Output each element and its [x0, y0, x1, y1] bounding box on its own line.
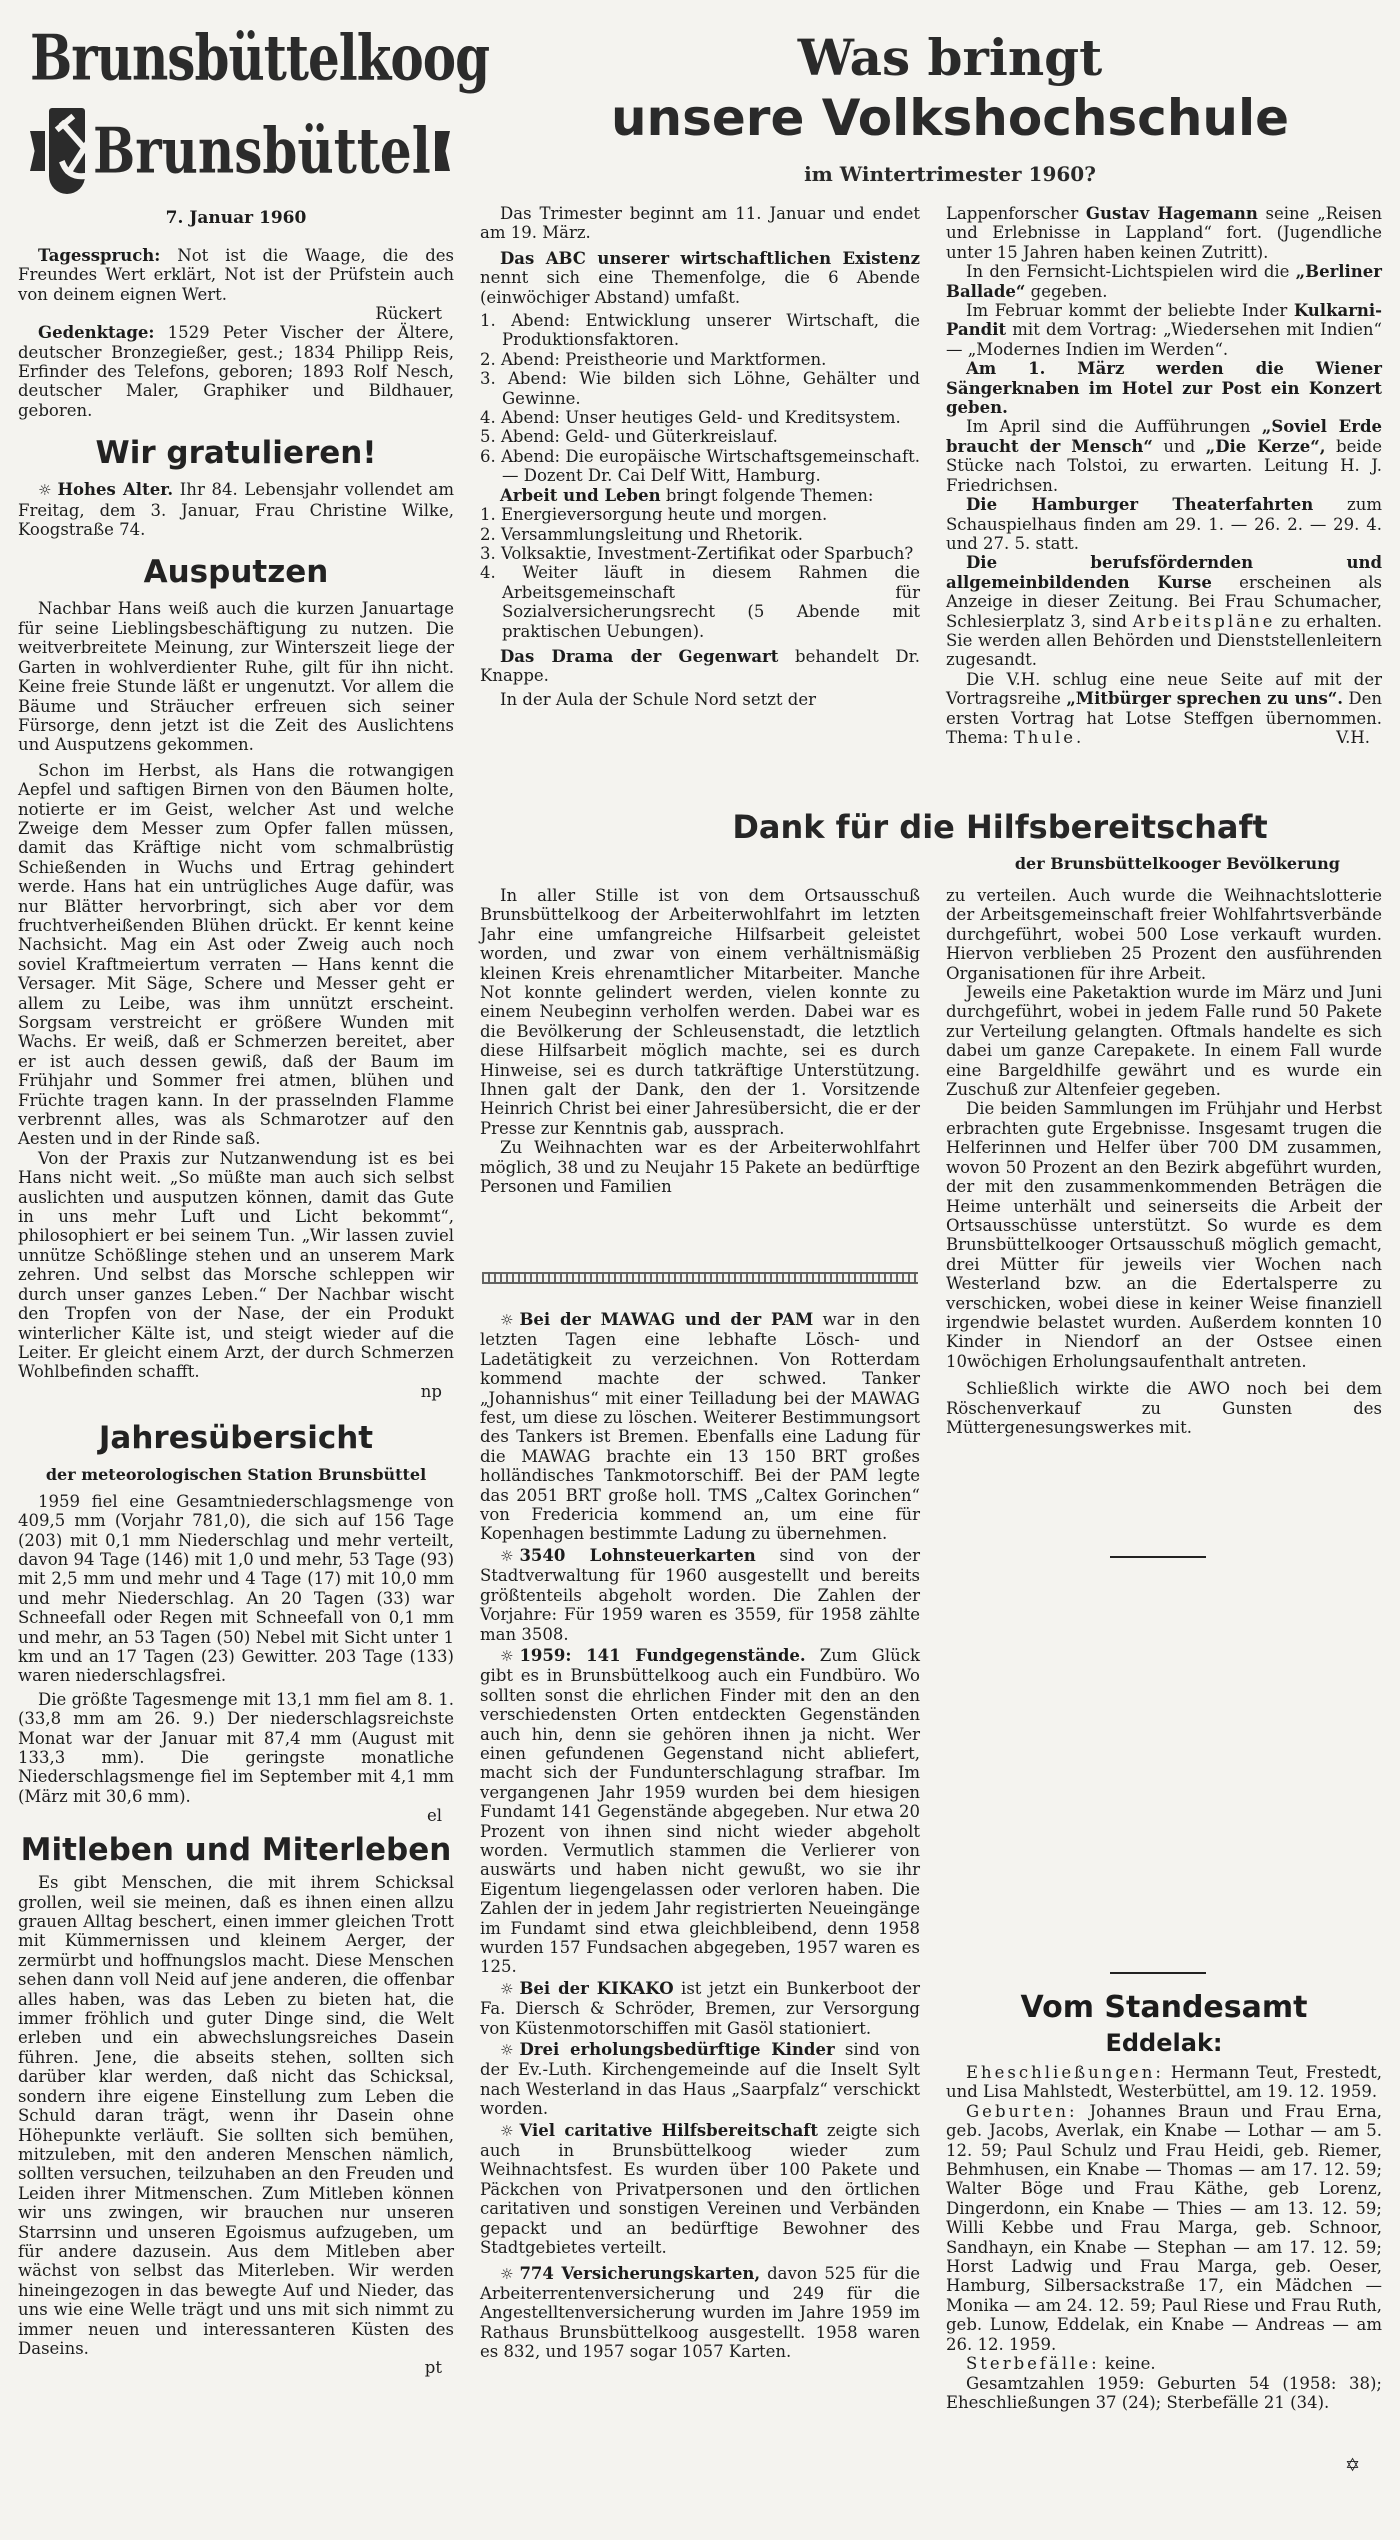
- star-bullet-icon: ☼: [500, 2264, 514, 2283]
- ausputzen-paragraph: Schon im Herbst, als Hans die rotwangigen Aepfel und saftigen Birnen von den Bäumen holte, notierte er im Geist, welcher Ast und welche Zweige dem Messer zum Opfer fallen müssen, damit das Kräftige nicht vom schmalbrüstig Schießenden in Wuchs und Ertrag gehindert werde. Hans hat ein untrügliches Auge dafür, was nur Blätter hervorbringt, sich aber vor dem fruchtverheißenden Blühen drückt. Er kennt keine Nachsicht. Mag ein Ast oder Zweig auch noch soviel Kraftmeiertum verraten — Hans kennt die Versager. Mit Säge, Schere und Messer geht er allem zu Leibe, was ihm unnützt erscheint. Sorgsam verstreicht er größere Wunden mit Wachs. Er weiß, daß er Schmerzen bereitet, aber er ist auch dessen gewiß, daß der Baum im Frühjahr und Sommer frei atmen, blühen und Früchte tragen kann. In der prasselnden Flamme verbrennt alles, was als Schmarotzer auf den Aesten und in der Rinde saß.: [18, 760, 454, 1149]
- dank-column-2: [946, 886, 1382, 1437]
- dank-paragraph: Zu Weihnachten war es der Arbeiterwohlfahrt möglich, 38 und zu Neujahr 15 Pakete an bedürftige Personen und Familien: [480, 1138, 920, 1197]
- list-item: 4. Weiter läuft in diesem Rahmen die Arbeitsgemeinschaft für Sozialversicherungsrecht (5 Abende mit praktischen Uebungen).: [480, 563, 920, 641]
- star-bullet-icon: ☼: [38, 481, 52, 500]
- vhs-arbeit: Arbeit und Leben bringt folgende Themen:: [500, 485, 874, 505]
- vhs-aula: In der Aula der Schule Nord setzt der: [500, 689, 817, 709]
- jahresuebersicht-paragraph: 1959 fiel eine Gesamtniederschlagsmenge von 409,5 mm (Vorjahr 781,0), die sich auf 156 Tage (203) mit 0,1 mm Niederschlag und mehr verteilt, davon 94 Tage (146) mit 1,0 und mehr, 53 Tage (93) mit 2,5 mm und mehr und 4 Tage (17) mit 10,0 mm und mehr Niederschlag. An 20 Tagen (33) war Schneefall oder Regen mit Schneefall von 0,1 mm und mehr, an 53 Tagen (50) Nebel mit Sicht unter 1 km und an 17 Tagen (23) Gewitter. 203 Tage (133) waren niederschlagsfrei.: [18, 1491, 454, 1686]
- dank-subtitle: der Brunsbüttelkooger Bevölkerung: [1014, 854, 1340, 873]
- vhs-title-line2: unsere Volkshochschule: [610, 89, 1290, 147]
- ausputzen-author: np: [420, 1381, 442, 1401]
- divider: [1110, 1972, 1206, 1974]
- dank-paragraph: Jeweils eine Paketaktion wurde im März und Juni durchgeführt, wobei in jedem Falle rund 50 Pakete zur Verteilung gelangten. Oftmals handelte es sich dabei um ganze Carepakete. In einem Fall wurde eine Bargeldhilfe gewährt und es wurde ein Zuschuß zur Altenfeier gegeben.: [946, 983, 1382, 1100]
- tagesspruch-author: Rückert: [375, 304, 442, 324]
- ausputzen-paragraph: Von der Praxis zur Nutzanwendung ist es bei Hans nicht weit. „So müßte man auch sich selbst auslichten und ausputzen können, damit das Gute in uns mehr Luft und Licht bekommt“, philosophiert er bei seinem Tun. „Wir lassen zuviel unnütze Schößlinge stehen und an unserem Mark zehren. Und selbst das Morsche schleppen wir durch unser ganzes Leben.“ Der Nachbar wischt den Tropfen von der Nase, der ein Produkt winterlicher Kälte ist, und steigt wieder auf die Leiter. Er gleicht einem Arzt, der durch Schmerzen Wohlbefinden schafft.: [18, 1148, 454, 1382]
- vhs-p5: Im April sind die Aufführungen „Soviel Erde braucht der Mensch“ und „Die Kerze“, beide Stücke nach Tolstoi, zu erwarten. Leitung H. J. Friedrichsen.: [946, 417, 1382, 495]
- gratulieren-title: Wir gratulieren!: [95, 435, 377, 472]
- vhs-p3: Im Februar kommt der beliebte Inder Kulkarni-Pandit mit dem Vortrag: „Wiedersehen mit Indien“ — „Modernes Indien im Werden“.: [946, 301, 1382, 359]
- star-bullet-icon: ☼: [500, 2121, 514, 2140]
- ausputzen-paragraph: Nachbar Hans weiß auch die kurzen Januartage für seine Lieblingsbeschäftigung zu nutzen. Die weitverbreitete Meinung, zur Winterszeit liege der Garten in wohlverdienter Ruhe, gilt für ihn nicht. Keine freie Stunde läßt er ungenutzt. Vor allem die Bäume und Sträucher erfreuen sich seiner Fürsorge, denn jetzt ist die Zeit des Auslichtens und Ausputzens gekommen.: [18, 599, 454, 755]
- vhs-author: V.H.: [1336, 728, 1370, 748]
- jahresuebersicht-paragraph: Die größte Tagesmenge mit 13,1 mm fiel am 8. 1. (33,8 mm am 26. 9.) Der niederschlagsreichste Monat war der Januar mit 87,4 mm (August mit 133,3 mm). Die geringste monatliche Niederschlagsmenge fiel im September mit 4,1 mm (März mit 30,6 mm).: [18, 1689, 454, 1806]
- news-item: ☼ 3540 Lohnsteuerkarten sind von der Stadtverwaltung für 1960 ausgestellt und bereits größtenteils abgeholt worden. Die Zahlen der Vorjahre: Für 1959 waren es 3559, für 1958 zählte man 3508.: [480, 1545, 921, 1644]
- short-news: [480, 1310, 920, 2362]
- ausputzen-title: Ausputzen: [143, 554, 329, 591]
- vhs-column-2: [946, 204, 1382, 747]
- vhs-abc-list: [480, 311, 920, 486]
- news-item: ☼ 1959: 141 Fundgegenstände. Zum Glück gibt es in Brunsbüttelkoog auch ein Fundbüro. Wo sollten sonst die ehrlichen Finder mit den an den verschiedensten Orten entdeckten Gegenständen auch hin, denn sie gehören ihnen ja nicht. Wer einen gefundenen Gegenstand nicht abliefert, macht sich der Fundunterschlagung strafbar. Im vergangenen Jahr 1959 wurden bei dem hiesigen Fundamt 141 Gegenstände abgegeben. Nur etwa 20 Prozent von ihnen sind nicht wieder abgeholt worden. Vermutlich stammen die Verlierer von auswärts und haben nicht gewußt, wo sie ihr Eigentum liegengelassen oder verloren haben. Die Zahlen der in jedem Jahr registrierten Neueingänge im Fundamt sind etwa gleichbleibend, denn 1958 wurden 157 Fundsachen abgegeben, 1957 waren es 125.: [480, 1645, 920, 1977]
- news-item: ☼ 774 Versicherungskarten, davon 525 für die Arbeiterrentenversicherung und 249 für die Angestelltenversicherung wurden im Jahre 1959 im Rathaus Brunsbüttelkoog ausgestellt. 1958 waren es 832, und 1957 sogar 1057 Karten.: [480, 2263, 921, 2362]
- news-item: ☼ Viel caritative Hilfsbereitschaft zeigte sich auch in Brunsbüttelkoog wieder zum Weihnachtsfest. Es wurden über 100 Pakete und Päckchen von Privatpersonen und den örtlichen caritativen und sonstigen Vereinen und Verbänden gepackt und an bedürftige Bewohner des Stadtgebietes verteilt.: [480, 2120, 920, 2258]
- gesamtzahlen: Gesamtzahlen 1959: Geburten 54 (1958: 38); Eheschließungen 37 (24); Sterbefälle 21 (34).: [946, 2373, 1382, 2412]
- list-item: 3. Volksaktie, Investment-Zertifikat oder Sparbuch?: [480, 543, 914, 563]
- column-left: [18, 0, 490, 2378]
- vhs-p6: Die Hamburger Theaterfahrten zum Schauspielhaus finden am 29. 1. — 26. 2. — 29. 4. und 27. 5. statt.: [946, 495, 1382, 553]
- issue-date: 7. Januar 1960: [165, 208, 307, 228]
- dank-headline: [620, 808, 1380, 873]
- dank-paragraph: Die beiden Sammlungen im Frühjahr und Herbst erbrachten gute Ergebnisse. Insgesamt trugen die Helferinnen und Helfer über 700 DM zusammen, wovon 50 Prozent an den Bezirk abgeführt wurden, der mit den zusammenkommenden Beträgen die Heime unterhält und seinerseits die Arbeit der Ortsausschüsse unterstützt. So wurde es dem Brunsbüttelkooger Ortsausschuß möglich gemacht, drei Mütter für jeweils vier Wochen nach Westerland bzw. an die Edertalsperre zu verschicken, wobei diese in keiner Weise finanziell irgendwie belastet wurden. Außerdem konnten 10 Kinder in Niendorf an der Ostsee einen 10wöchigen Erholungsaufenthalt antreten.: [946, 1099, 1382, 1371]
- dank-paragraph: In aller Stille ist von dem Ortsausschuß Brunsbüttelkoog der Arbeiterwohlfahrt im letzten Jahr eine umfangreiche Hilfsarbeit geleistet worden, und zwar von einem verhältnismäßig kleinen Kreis ehrenamtlicher Mitarbeiter. Manche Not konnte gelindert werden, vielen konnte zu einem Neubeginn verholfen werden. Dabei war es die Bevölkerung der Schleusenstadt, die letztlich diese Hilfsarbeit möglich machte, sei es durch Hinweise, sei es durch tatkräftige Unterstützung. Ihnen galt der Dank, den der 1. Vorsitzende Heinrich Christ bei einer Jahresübersicht, die er der Presse zur Kenntnis gab, aussprach.: [480, 886, 920, 1138]
- list-item: 5. Abend: Geld- und Güterkreislauf.: [480, 427, 778, 447]
- gedenktage: Gedenktage: 1529 Peter Vischer der Ältere, deutscher Bronzegießer, gest.; 1834 Philipp Reis, Erfinder des Telefons, geboren; 1893 Rolf Nesch, deutscher Maler, Graphiker und Bildhauer, geboren.: [18, 323, 454, 420]
- vhs-abc: Das ABC unserer wirtschaftlichen Existenz nennt sich eine Themenfolge, die 6 Abende (einwöchiger Abstand) umfaßt.: [480, 248, 920, 307]
- masthead-line1: Brunsbüttelkoog: [30, 20, 490, 95]
- vhs-title-line1: Was bringt: [797, 28, 1103, 87]
- list-item: 3. Abend: Wie bilden sich Löhne, Gehälter und Gewinne.: [480, 369, 920, 408]
- dank-paragraph: Schließlich wirkte die AWO noch bei dem Röschenverkauf zu Gunsten des Müttergenesungswerkes mit.: [946, 1379, 1382, 1437]
- dank-title: Dank für die Hilfsbereitschaft: [732, 808, 1268, 846]
- mitleben-title: Mitleben und Miterleben: [20, 1832, 452, 1869]
- vhs-intro: Das Trimester beginnt am 11. Januar und endet am 19. März.: [480, 204, 920, 243]
- divider: [1110, 1556, 1206, 1558]
- mitleben-text: Es gibt Menschen, die mit ihrem Schicksal grollen, weil sie meinen, daß es ihnen einen allzu grauen Alltag beschert, einen immer gleichen Trott mit Kümmernissen und kleinem Aerger, der zermürbt und hoffnungslos macht. Diese Menschen sehen dann voll Neid auf jene anderen, die offenbar alles haben, was das Leben zu bieten hat, die immer fröhlich und guter Dinge sind, die Welt erleben und ein abwechslungsreiches Dasein führen. Jene, die abseits stehen, sollten sich darüber klar werden, daß nicht das Schicksal, sondern ihre eigene Einstellung zum Leben die Schuld daran trägt, wenn ihr Dasein ohne Höhepunkte verläuft. Sie sollten sich bemühen, mitzuleben, mit den anderen Menschen nämlich, sollten versuchen, teilzuhaben an den Freuden und Leiden ihrer Mitmenschen. Zum Mitleben können wir uns zwingen, wir brauchen nur unseren Starrsinn und unseren Egoismus aufzugeben, um für andere dazusein. Aus dem Mitleben aber wächst von selbst das Miterleben. Wir werden hineingezogen in das bewegte Auf und Nieder, das uns wie eine Welle trägt und uns mit sich nimmt zu immer neuen und interessanteren Küsten des Daseins.: [18, 1873, 454, 2358]
- sterbefaelle: Sterbefälle: keine.: [966, 2354, 1156, 2374]
- dank-column-1: [480, 886, 920, 1197]
- end-star-icon: ✡: [1345, 2455, 1361, 2476]
- standesamt-place: Eddelak:: [1105, 2029, 1223, 2057]
- news-item: ☼ Drei erholungsbedürftige Kinder sind von der Ev.-Luth. Kirchengemeinde auf die Inselt Sylt nach Westerland in das Haus „Saarpfalz“ verschickt worden.: [480, 2040, 921, 2119]
- vhs-p1: Lappenforscher Gustav Hagemann seine „Reisen und Erlebnisse in Lappland“ fort. (Jugendliche unter 15 Jahren haben keinen Zutritt).: [946, 204, 1382, 262]
- eheschliessungen: Eheschließungen: Hermann Teut, Frestedt, und Lisa Mahlstedt, Westerbüttel, am 19. 12. 1959.: [946, 2063, 1382, 2102]
- vhs-subtitle: im Wintertrimester 1960?: [804, 162, 1096, 186]
- news-item: ☼ Bei der MAWAG und der PAM war in den letzten Tagen eine lebhafte Lösch- und Ladetätigkeit zu verzeichnen. Von Rotterdam kommend machte der schwed. Tanker „Johannishus“ mit einer Teilladung bei der MAWAG fest, um diese zu löschen. Weiterer Bestimmungsort des Tankers ist Bremen. Ebenfalls eine Ladung für die MAWAG brachte ein 13 150 BRT großes holländisches Tankmotorschiff. Bei der PAM legte das 2051 BRT große holl. TMS „Caltex Gorinchen“ von Fredericia kommend an, um eine für Kopenhagen bestimmte Ladung zu übernehmen.: [480, 1310, 920, 1544]
- jahresuebersicht-title: Jahresübersicht: [98, 1419, 374, 1456]
- vhs-headline: [560, 28, 1340, 186]
- vhs-p7: Die berufsfördernden und allgemeinbildenden Kurse erscheinen als Anzeige in dieser Zeitung. Bei Frau Schumacher, Schlesierplatz 3, sind Arbeitspläne zu erhalten. Sie werden allen Behörden und Dienststellenleitern zugesandt.: [946, 553, 1382, 670]
- gratulieren-text: ☼ Hohes Alter. Ihr 84. Lebensjahr vollendet am Freitag, dem 3. Januar, Frau Christine Wilke, Koogstraße 74.: [18, 480, 454, 540]
- vhs-arbeit-list: [480, 505, 920, 641]
- vhs-drama: Das Drama der Gegenwart behandelt Dr. Knappe.: [480, 646, 920, 686]
- vhs-p4: Am 1. März werden die Wiener Sängerknaben im Hotel zur Post ein Konzert geben.: [946, 359, 1382, 418]
- jahresuebersicht-author: el: [426, 1806, 442, 1826]
- tagesspruch: Tagesspruch: Not ist die Waage, die des Freundes Wert erklärt, Not ist der Prüfstein auch von deinem eignen Wert.: [18, 246, 454, 304]
- vhs-column-1: [480, 204, 920, 709]
- list-item: 1. Abend: Entwicklung unserer Wirtschaft, die Produktionsfaktoren.: [480, 311, 920, 350]
- mitleben-author: pt: [424, 2358, 442, 2378]
- jahresuebersicht-subtitle: der meteorologischen Station Brunsbüttel: [45, 1464, 427, 1484]
- star-bullet-icon: ☼: [500, 2041, 514, 2060]
- star-bullet-icon: ☼: [500, 1311, 514, 1329]
- star-bullet-icon: ☼: [500, 1646, 514, 1665]
- dank-paragraph: zu verteilen. Auch wurde die Weihnachtslotterie der Arbeitsgemeinschaft freier Wohlfahrtsverbände durchgeführt, wobei 500 Lose verkauft wurden. Hiervon verblieben 25 Prozent den ausführenden Organisationen für ihre Arbeit.: [946, 886, 1382, 983]
- list-item: 6. Abend: Die europäische Wirtschaftsgemeinschaft. — Dozent Dr. Cai Delf Witt, Hamburg.: [480, 446, 920, 486]
- list-item: 2. Versammlungsleitung und Rhetorik.: [480, 524, 804, 544]
- vhs-p2: In den Fernsicht-Lichtspielen wird die „Berliner Ballade“ gegeben.: [946, 262, 1382, 301]
- list-item: 2. Abend: Preistheorie und Marktformen.: [480, 349, 827, 369]
- standesamt-title: Vom Standesamt: [1020, 1990, 1308, 2025]
- star-bullet-icon: ☼: [500, 1979, 514, 1998]
- news-item: ☼ Bei der KIKAKO ist jetzt ein Bunkerboot der Fa. Diersch & Schröder, Bremen, zur Versorgung von Küstenmotorschiffen mit Gasöl stationiert.: [480, 1978, 920, 2038]
- standesamt: [946, 1990, 1382, 2412]
- vhs-p8: Die V.H. schlug eine neue Seite auf mit der Vortragsreihe „Mitbürger sprechen zu uns“. Den ersten Vortrag hat Lotse Steffgen übernommen. Thema: Thule.: [946, 669, 1382, 747]
- star-bullet-icon: ☼: [500, 1546, 514, 1565]
- geburten: Geburten: Johannes Braun und Frau Erna, geb. Jacobs, Averlak, ein Knabe — Lothar — am 5. 12. 59; Paul Schulz und Frau Heidi, geb. Riemer, Behmhusen, ein Knabe — Thomas — am 17. 12. 59; Walter Böge und Frau Käthe, geb Lorenz, Dingerdonn, ein Knabe — Thies — am 13. 12. 59; Willi Kebbe und Frau Marga, geb. Schnoor, Sandhayn, ein Knabe — Stephan — am 17. 12. 59; Horst Ladwig und Frau Marga, geb. Oeser, Hamburg, Silbersackstraße 17, ein Mädchen — Monika — am 24. 12. 59; Paul Riese und Frau Ruth, geb. Lunow, Eddelak, ein Knabe — Andreas — am 26. 12. 1959.: [946, 2101, 1382, 2354]
- ornamental-divider: [482, 1272, 918, 1284]
- list-item: 1. Energieversorgung heute und morgen.: [480, 505, 828, 525]
- masthead-line2: Brunsbüttel: [92, 113, 431, 188]
- list-item: 4. Abend: Unser heutiges Geld- und Kreditsystem.: [480, 408, 901, 428]
